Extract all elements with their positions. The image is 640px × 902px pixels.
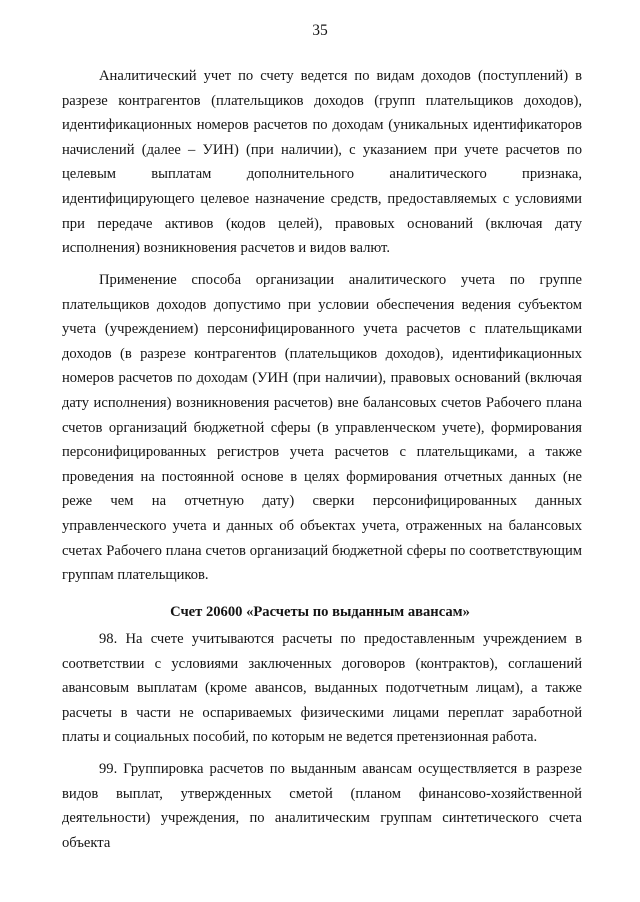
paragraph-98: 98. На счете учитываются расчеты по предоставленным учреждением в соответствии с условиями заключенных договоров (контрактов), соглашений авансовым выплатам (кроме авансов, выданных подотчетным лицам), а также расчеты в части не оспариваемых физическими лицами переплат заработной платы и социальных пособий, по которым не ведется претензионная работа. <box>62 631 582 746</box>
section-heading: Счет 20600 «Расчеты по выданным авансам» <box>170 604 470 620</box>
paragraph-payer-group-method: Применение способа организации аналитического учета по группе плательщиков доходов допустимо при условии обеспечения ведения субъектом учета (учреждением) персонифицированного учета расчетов с плательщиками доходов (в разрезе контрагентов (плательщиков доходов), идентификационных номеров расчетов по доходам (УИН (при наличии), правовых оснований (включая дату исполнения) возникновения расчетов) вне балансовых счетов Рабочего плана счетов организаций бюджетной сферы (в управленческом учете), формирования персонифицированных регистров учета расчетов с плательщиками, а также проведения на постоянной основе в целях формирования отчетных данных (не реже чем на отчетную дату) сверки персонифицированных данных управленческого учета и данных об объектах учета, отраженных на балансовых счетах Рабочего плана счетов организаций бюджетной сферы по соответствующим группам плательщиков. <box>62 272 582 584</box>
paragraph-analytic-accounting: Аналитический учет по счету ведется по видам доходов (поступлений) в разрезе контрагентов (плательщиков доходов (групп плательщиков доходов), идентификационных номеров расчетов по доходам (уникальных идентификаторов начислений (далее – УИН) (при наличии), с указанием при учете расчетов по целевым выплатам дополнительного аналитического признака, идентифицирующего целевое назначение средств, предоставляемых с условиями при передаче активов (кодов целей), правовых оснований (включая дату исполнения) возникновения расчетов и видов валют. <box>62 68 582 257</box>
page-number: 35 <box>312 22 328 39</box>
paragraph-99: 99. Группировка расчетов по выданным авансам осуществляется в разрезе видов выплат, утвержденных сметой (планом финансово-хозяйственной деятельности) учреждения, по аналитическим группам синтетического счета объекта <box>62 761 582 851</box>
